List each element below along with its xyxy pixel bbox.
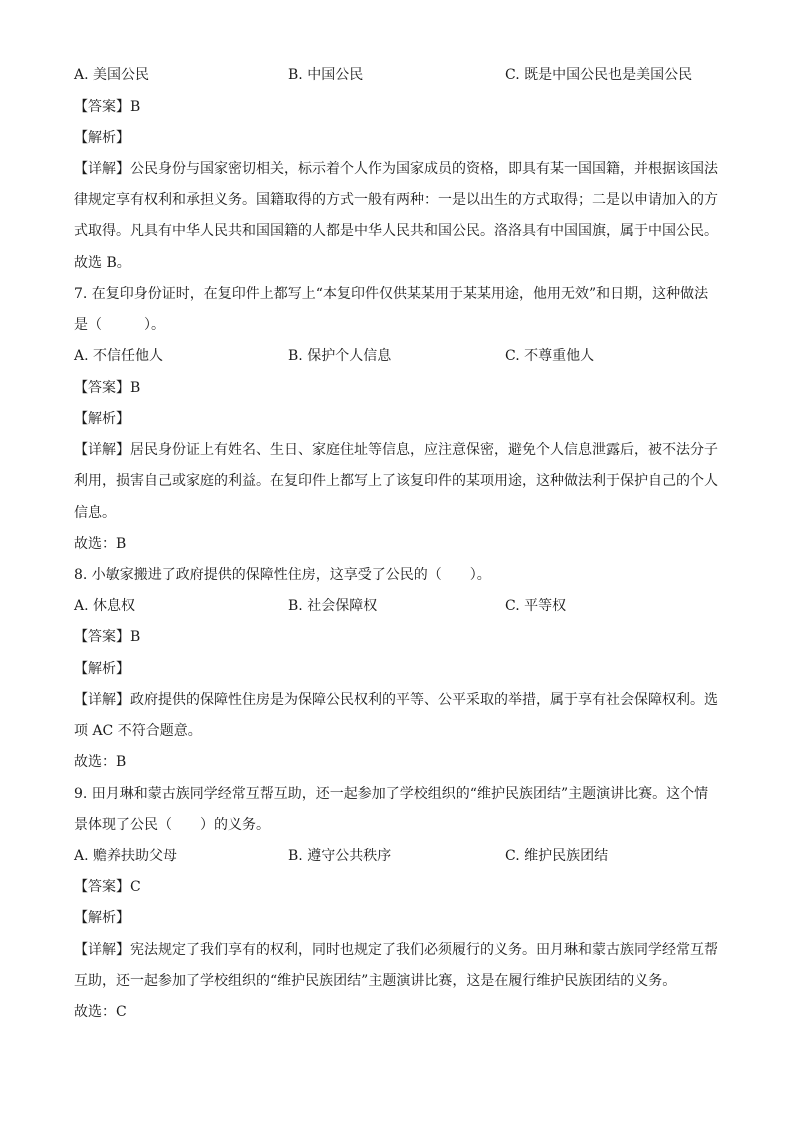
q9-stem-line: 景体现了公民（ ）的义务。 xyxy=(74,817,270,833)
q7-option-c: C. 不尊重他人 xyxy=(505,348,595,364)
q8-detail-line: 项 AC 不符合题意。 xyxy=(74,723,202,739)
q9-stem-line: 9. 田月琳和蒙古族同学经常互帮互助，还一起参加了学校组织的“维护民族团结”主题演讲比赛。这个情 xyxy=(74,786,709,802)
q6-analysis-heading: 【解析】 xyxy=(74,130,130,146)
q8-options xyxy=(74,597,724,615)
q8-detail-line: 【详解】政府提供的保障性住房是为保障公民权利的平等、公平采取的举措，属于享有社会保障权利。选 xyxy=(74,692,718,708)
q6-option-c: C. 既是中国公民也是美国公民 xyxy=(505,67,693,83)
q6-detail-line: 【详解】公民身份与国家密切相关，标示着个人作为国家成员的资格，即具有某一国国籍，并根据该国法 xyxy=(74,161,718,177)
q6-detail-line: 律规定享有权利和承担义务。国籍取得的方式一般有两种：一是以出生的方式取得；二是以申请加入的方 xyxy=(74,192,718,208)
q9-option-a: A. 赡养扶助父母 xyxy=(74,848,178,864)
q7-analysis-heading: 【解析】 xyxy=(74,411,130,427)
q7-detail-line: 信息。 xyxy=(74,505,116,521)
q7-option-b: B. 保护个人信息 xyxy=(288,348,392,364)
q6-conclusion: 故选 B。 xyxy=(74,255,131,271)
q8-option-c: C. 平等权 xyxy=(505,598,567,614)
q9-option-c: C. 维护民族团结 xyxy=(505,848,609,864)
q9-detail-line: 【详解】宪法规定了我们享有的权利，同时也规定了我们必须履行的义务。田月琳和蒙古族同学经常互帮 xyxy=(74,942,718,958)
q9-analysis-heading: 【解析】 xyxy=(74,910,130,926)
q7-option-a: A. 不信任他人 xyxy=(74,348,164,364)
q7-stem-line: 是（ ）。 xyxy=(74,317,165,333)
q6-detail-line: 式取得。凡具有中华人民共和国国籍的人都是中华人民共和国公民。洛洛具有中国国旗，属于中国公民。 xyxy=(74,223,718,239)
q6-option-a: A. 美国公民 xyxy=(74,67,150,83)
q7-answer: 【答案】B xyxy=(74,380,141,396)
q8-conclusion: 故选：B xyxy=(74,754,127,770)
q6-answer: 【答案】B xyxy=(74,99,141,115)
q7-stem-line: 7. 在复印身份证时，在复印件上都写上“本复印件仅供某某用于某某用途，他用无效”和日期，这种做法 xyxy=(74,286,709,302)
q9-detail-line: 互助，还一起参加了学校组织的“维护民族团结”主题演讲比赛，这是在履行维护民族团结的义务。 xyxy=(74,973,677,989)
q7-conclusion: 故选：B xyxy=(74,536,127,552)
q8-analysis-heading: 【解析】 xyxy=(74,661,130,677)
q8-option-b: B. 社会保障权 xyxy=(288,598,378,614)
q9-option-b: B. 遵守公共秩序 xyxy=(288,848,392,864)
q8-option-a: A. 休息权 xyxy=(74,598,136,614)
q9-options xyxy=(74,847,724,865)
q6-options xyxy=(74,66,724,84)
q9-conclusion: 故选：C xyxy=(74,1004,127,1020)
q7-detail-line: 【详解】居民身份证上有姓名、生日、家庭住址等信息，应注意保密，避免个人信息泄露后，被不法分子 xyxy=(74,442,718,458)
q6-option-b: B. 中国公民 xyxy=(288,67,364,83)
q7-detail-line: 利用，损害自己或家庭的利益。在复印件上都写上了该复印件的某项用途，这种做法利于保护自己的个人 xyxy=(74,473,718,489)
q7-options xyxy=(74,347,724,365)
q8-answer: 【答案】B xyxy=(74,629,141,645)
q8-stem-line: 8. 小敏家搬进了政府提供的保障性住房，这享受了公民的（ ）。 xyxy=(74,567,491,583)
q9-answer: 【答案】C xyxy=(74,879,141,895)
